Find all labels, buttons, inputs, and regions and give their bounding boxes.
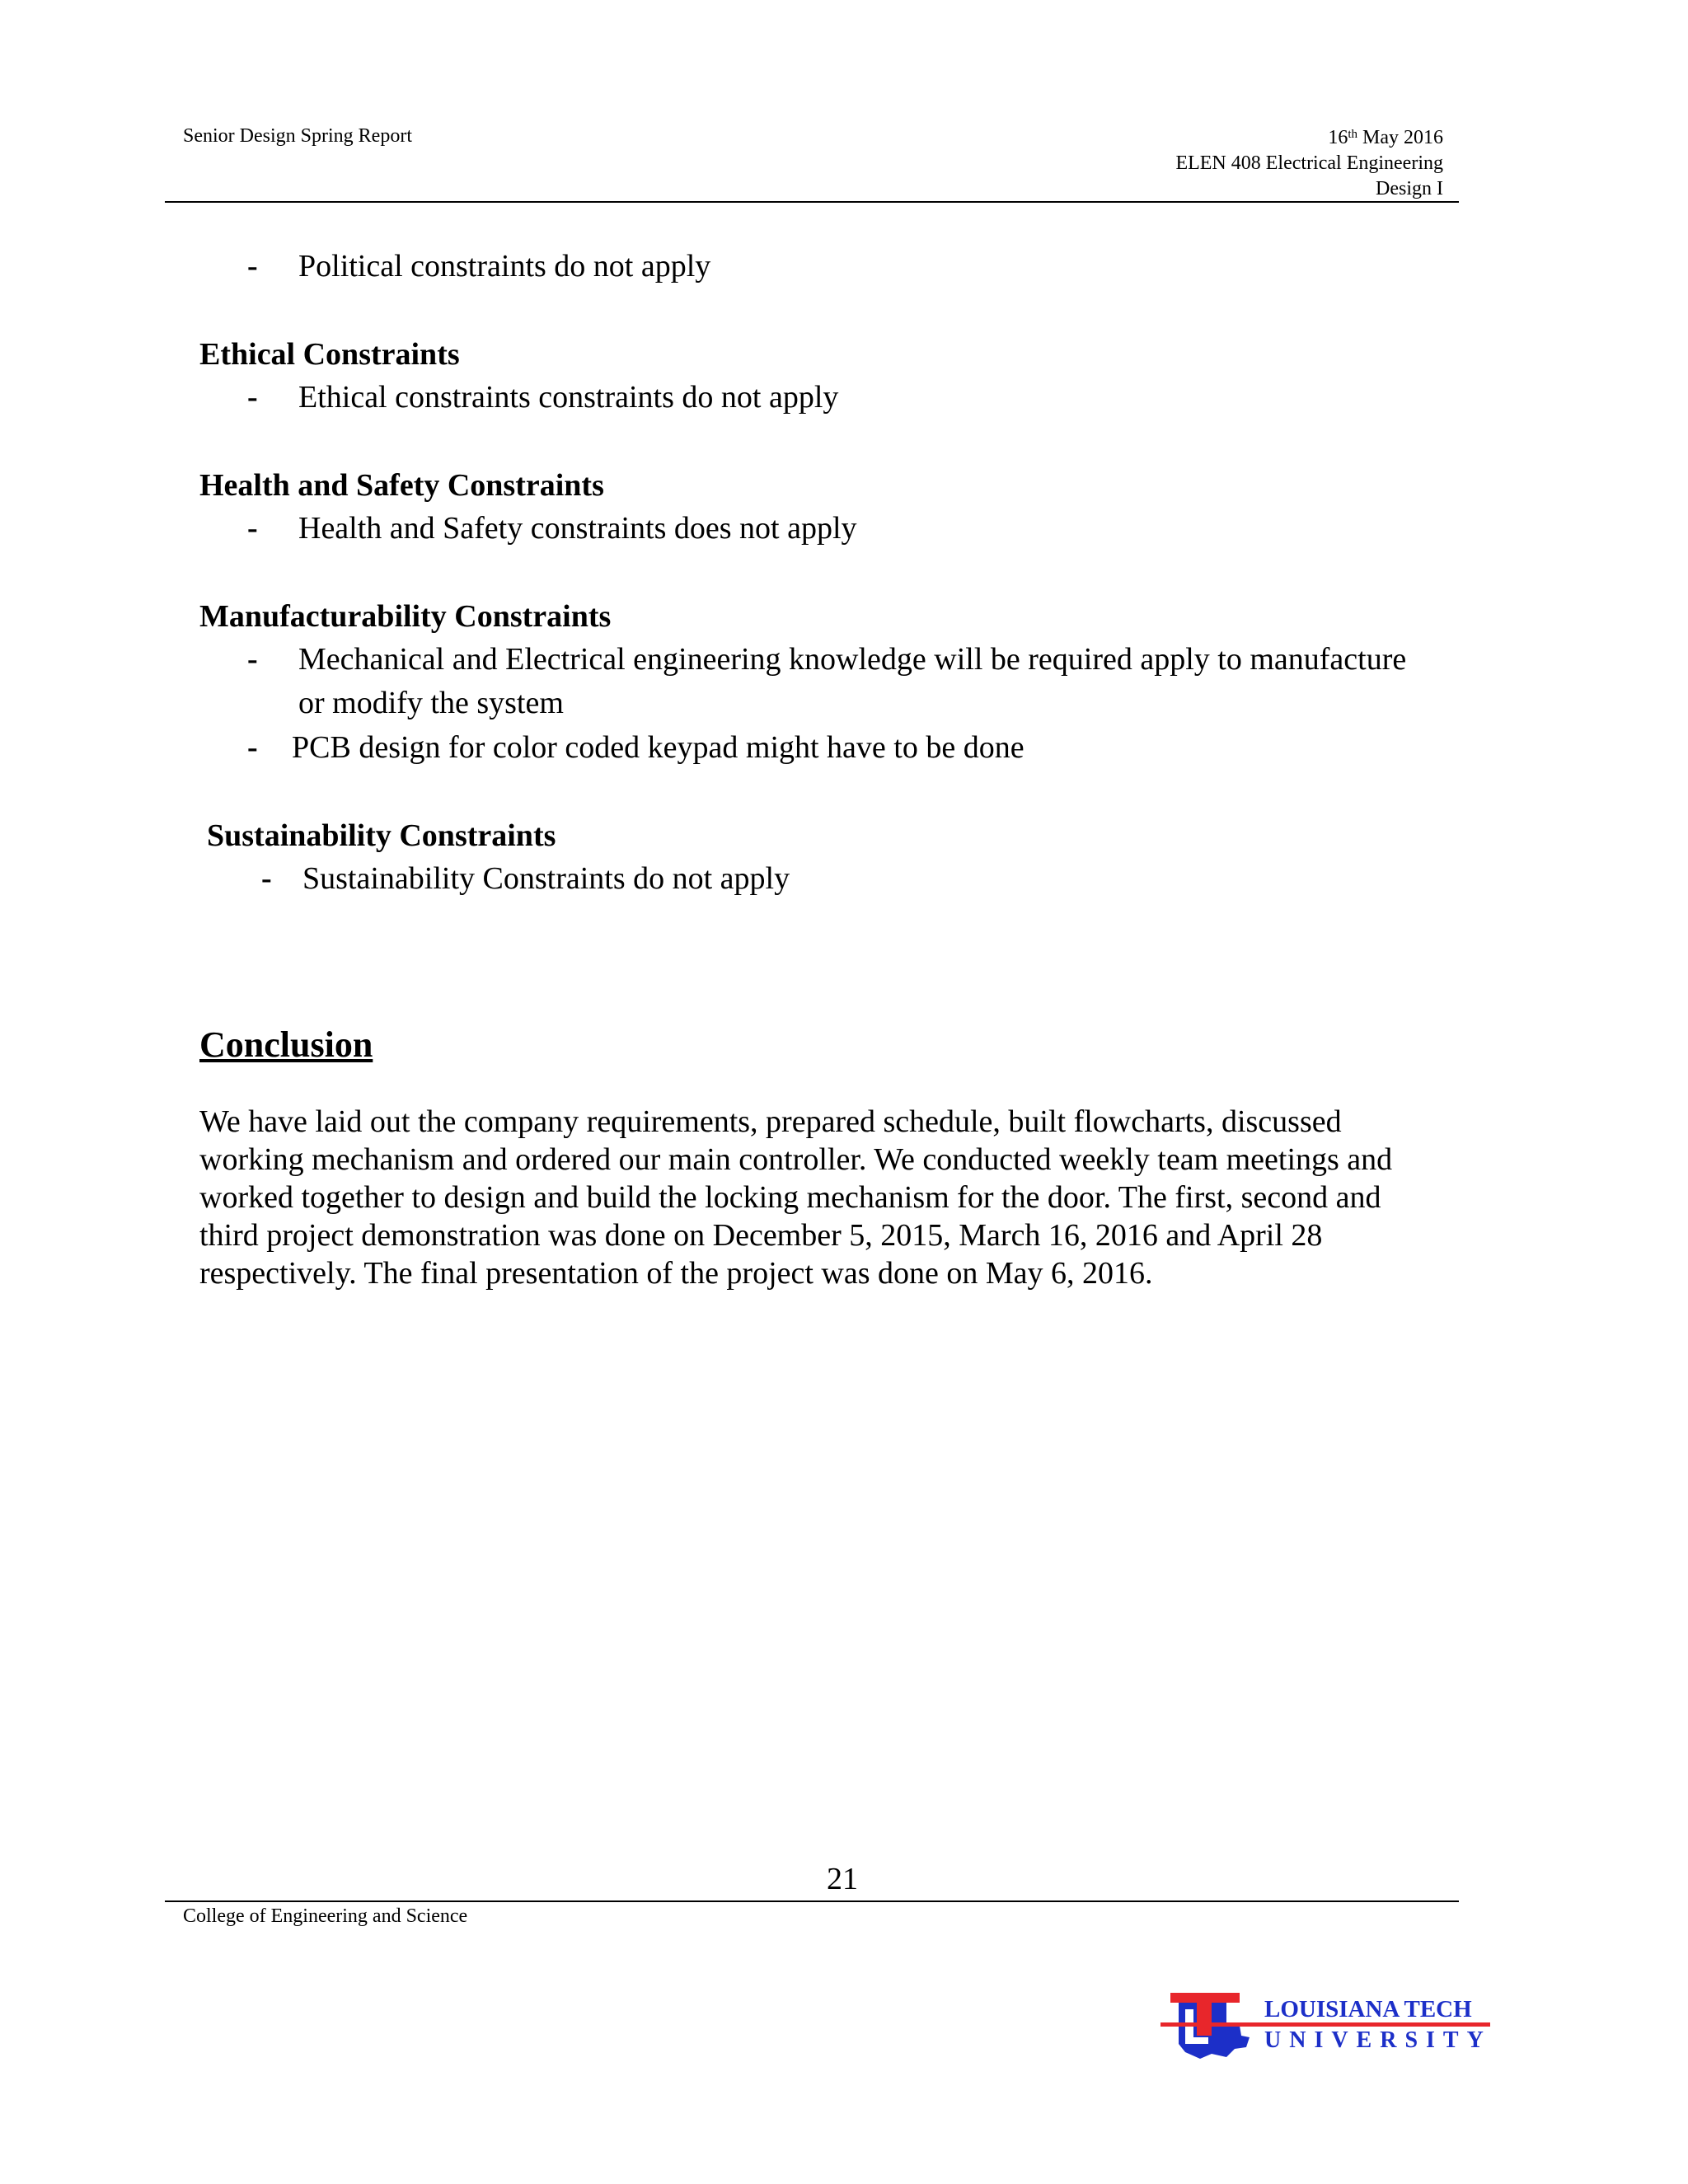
header-course: ELEN 408 Electrical Engineering — [1175, 152, 1443, 174]
logo-line1: LOUISIANA TECH — [1264, 1996, 1472, 2022]
bullet-text: Sustainability Constraints do not apply — [302, 861, 790, 896]
header-rule — [165, 201, 1459, 203]
bullet-dash: - — [247, 730, 258, 765]
conclusion-line: third project demonstration was done on December 5, 2015, March 16, 2016 and April 28 — [199, 1218, 1323, 1253]
louisiana-tech-logo — [1160, 1978, 1490, 2069]
page-number: 21 — [827, 1862, 858, 1896]
bullet-dash: - — [247, 249, 258, 284]
bullet-text: Ethical constraints constraints do not apply — [298, 380, 839, 415]
header-date — [1175, 125, 1443, 151]
footer-rule — [165, 1900, 1459, 1902]
header-title: Senior Design Spring Report — [183, 125, 412, 147]
bullet-dash: - — [261, 861, 272, 896]
bullet-dash: - — [247, 380, 258, 415]
logo-line2: UNIVERSITY — [1264, 2027, 1492, 2053]
header-design: Design I — [1376, 178, 1443, 199]
header-info — [1175, 125, 1443, 202]
sustainability-heading: Sustainability Constraints — [207, 818, 556, 853]
louisiana-state-icon — [1160, 1978, 1490, 2069]
bullet-dash: - — [247, 511, 258, 546]
manufacturability-heading: Manufacturability Constraints — [199, 599, 612, 634]
conclusion-line: worked together to design and build the locking mechanism for the door. The first, second and — [199, 1180, 1381, 1215]
conclusion-line: We have laid out the company requirements, prepared schedule, built flowcharts, discussed — [199, 1104, 1342, 1139]
bullet-text: Political constraints do not apply — [298, 249, 711, 284]
ethical-heading: Ethical Constraints — [199, 337, 460, 372]
bullet-text: PCB design for color coded keypad might have to be done — [292, 730, 1025, 765]
bullet-text: or modify the system — [298, 686, 564, 720]
conclusion-title: Conclusion — [199, 1024, 373, 1065]
date-month-year: May 2016 — [1357, 127, 1443, 148]
bullet-text: Health and Safety constraints does not apply — [298, 511, 857, 546]
bullet-dash: - — [247, 642, 258, 677]
footer-college: College of Engineering and Science — [183, 1905, 468, 1927]
conclusion-line: working mechanism and ordered our main controller. We conducted weekly team meetings and — [199, 1142, 1393, 1177]
date-suffix: th — [1348, 128, 1357, 141]
conclusion-line: respectively. The final presentation of the project was done on May 6, 2016. — [199, 1256, 1153, 1291]
health-heading: Health and Safety Constraints — [199, 468, 604, 503]
conclusion-paragraph — [199, 1103, 1485, 1292]
bullet-text: Mechanical and Electrical engineering knowledge will be required apply to manufacture — [298, 642, 1407, 677]
date-day: 16 — [1328, 127, 1348, 148]
